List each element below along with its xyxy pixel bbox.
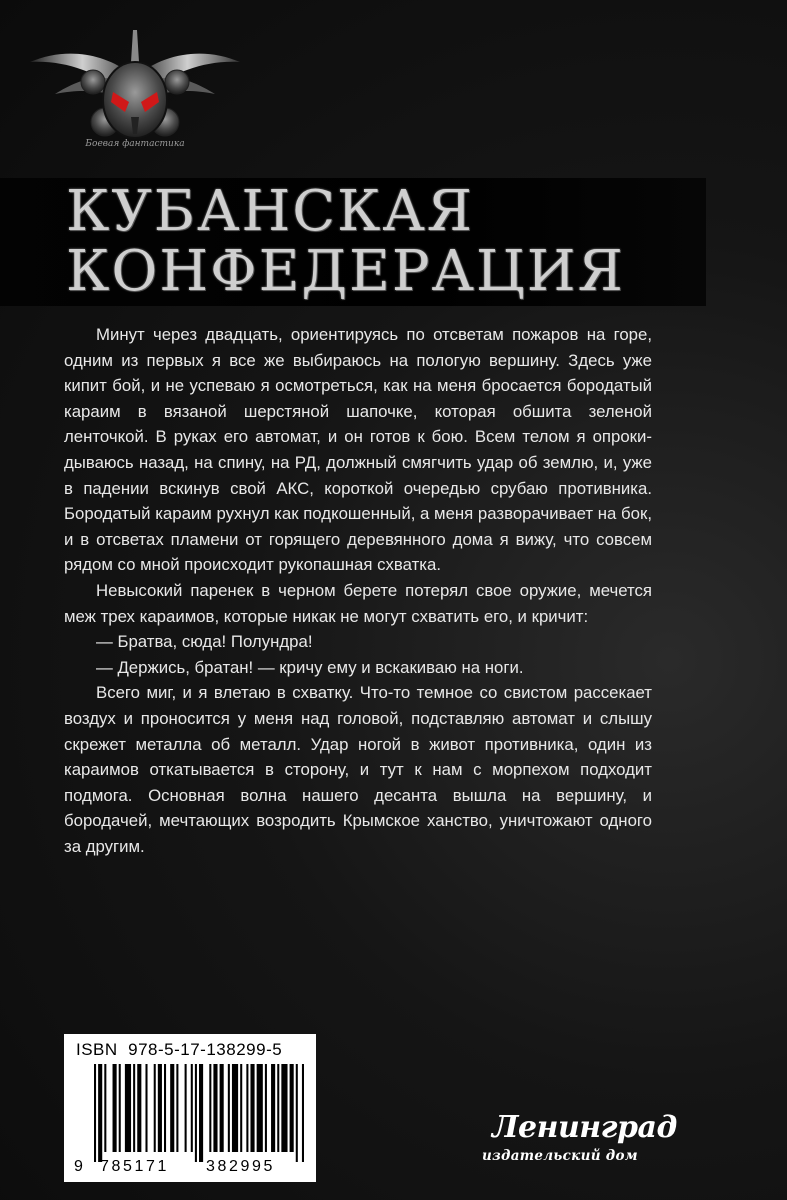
barcode-bar xyxy=(246,1064,248,1152)
book-title-line-1: КУБАНСКАЯ xyxy=(66,179,475,244)
barcode-bar xyxy=(164,1064,166,1152)
blurb-paragraph: Всего миг, и я влетаю в схватку. Что-то темное со свистом рассекает воздух и проносится у меня над головой, подставляю автомат и слышу скрежет металла об металл. Удар ногой в живот противника, один из караимов откатывается в сторону, и тут к нам с морпехом подходит подмога. Основная волна нашего десанта вышла на вершину, и бородачей, мечтающих возродить Крымское ханство, уничтожают одного за другим. xyxy=(64,683,652,856)
barcode-bar xyxy=(302,1064,304,1162)
barcode-bar xyxy=(185,1064,187,1152)
barcode-bar xyxy=(158,1064,162,1152)
barcode-bar xyxy=(137,1064,141,1152)
logo-caption: Боевая фантастика xyxy=(85,139,185,149)
barcode-bar xyxy=(257,1064,263,1152)
barcode-digit-first: 9 xyxy=(74,1158,86,1175)
barcode-bar xyxy=(232,1064,238,1152)
barcode-bar xyxy=(240,1064,242,1152)
barcode-bar xyxy=(265,1064,267,1152)
publisher-logo xyxy=(478,1110,677,1190)
barcode-bar xyxy=(119,1064,121,1152)
barcode-bar xyxy=(170,1064,174,1152)
barcode-bar xyxy=(281,1064,287,1152)
barcode-bar xyxy=(220,1064,224,1152)
blurb-paragraph: Невысокий паренек в черном берете потерял свое оружие, мечется меж трех караимов, которые никак не могут схватить его, и кричит: xyxy=(64,580,652,626)
barcode-bar xyxy=(133,1064,135,1152)
isbn-barcode-box xyxy=(64,1034,316,1182)
barcode-bar xyxy=(290,1064,294,1152)
barcode-bar xyxy=(145,1064,147,1152)
barcode-bar xyxy=(104,1064,106,1152)
barcode-bar xyxy=(94,1064,96,1162)
series-logo xyxy=(25,22,245,152)
barcode xyxy=(94,1064,304,1162)
barcode-bar xyxy=(250,1064,254,1152)
barcode-bar xyxy=(199,1064,203,1162)
publisher-subtitle: издательский дом xyxy=(482,1148,638,1164)
barcode-bar xyxy=(176,1064,178,1152)
barcode-bar xyxy=(195,1064,197,1162)
blurb-paragraph: — Братва, сюда! Полундра! xyxy=(96,632,313,652)
barcode-bar xyxy=(98,1064,102,1162)
barcode-bar xyxy=(113,1064,117,1152)
isbn-label: ISBN 978-5-17-138299-5 xyxy=(76,1040,283,1059)
barcode-bar xyxy=(213,1064,217,1152)
barcode-bar xyxy=(191,1064,193,1152)
barcode-bar xyxy=(296,1064,298,1162)
blurb-paragraph: Минут через двадцать, ориентируясь по отсветам пожаров на горе, одним из первых я все же выбираюсь на пологую вершину. Здесь уже кипит бой, и не успеваю я осмотреться, как на меня бросается бородатый караим в вязаной шерстяной шапочке, которая обшита зеленой ленточкой. В руках его автомат, и он готов к бою. Всем телом я опрокидываюсь назад, на спину, на РД, должный смягчить удар об землю, и, уже в падении вскинув свой АКС, короткой очередью срубаю противника. Бородатый караим рухнул как подкошенный, а меня разворачивает на бок, и в отсветах пламени от горящего деревянного дома я вижу, что совсем рядом со мной происходит рукопашная схватка. xyxy=(64,325,652,575)
publisher-name: Ленинград xyxy=(492,1110,677,1145)
blurb-paragraph: — Держись, братан! — кричу ему и вскакиваю на ноги. xyxy=(96,657,524,677)
barcode-digits-left: 785171 xyxy=(100,1158,169,1175)
barcode-bar xyxy=(125,1064,131,1152)
barcode-bar xyxy=(271,1064,275,1152)
barcode-bar xyxy=(209,1064,211,1152)
barcode-bar xyxy=(277,1064,279,1152)
barcode-bar xyxy=(154,1064,156,1152)
barcode-bar xyxy=(228,1064,230,1152)
book-title-line-2: КОНФЕДЕРАЦИЯ xyxy=(66,239,625,304)
barcode-digits-right: 382995 xyxy=(206,1158,275,1175)
blurb-text xyxy=(64,322,652,859)
